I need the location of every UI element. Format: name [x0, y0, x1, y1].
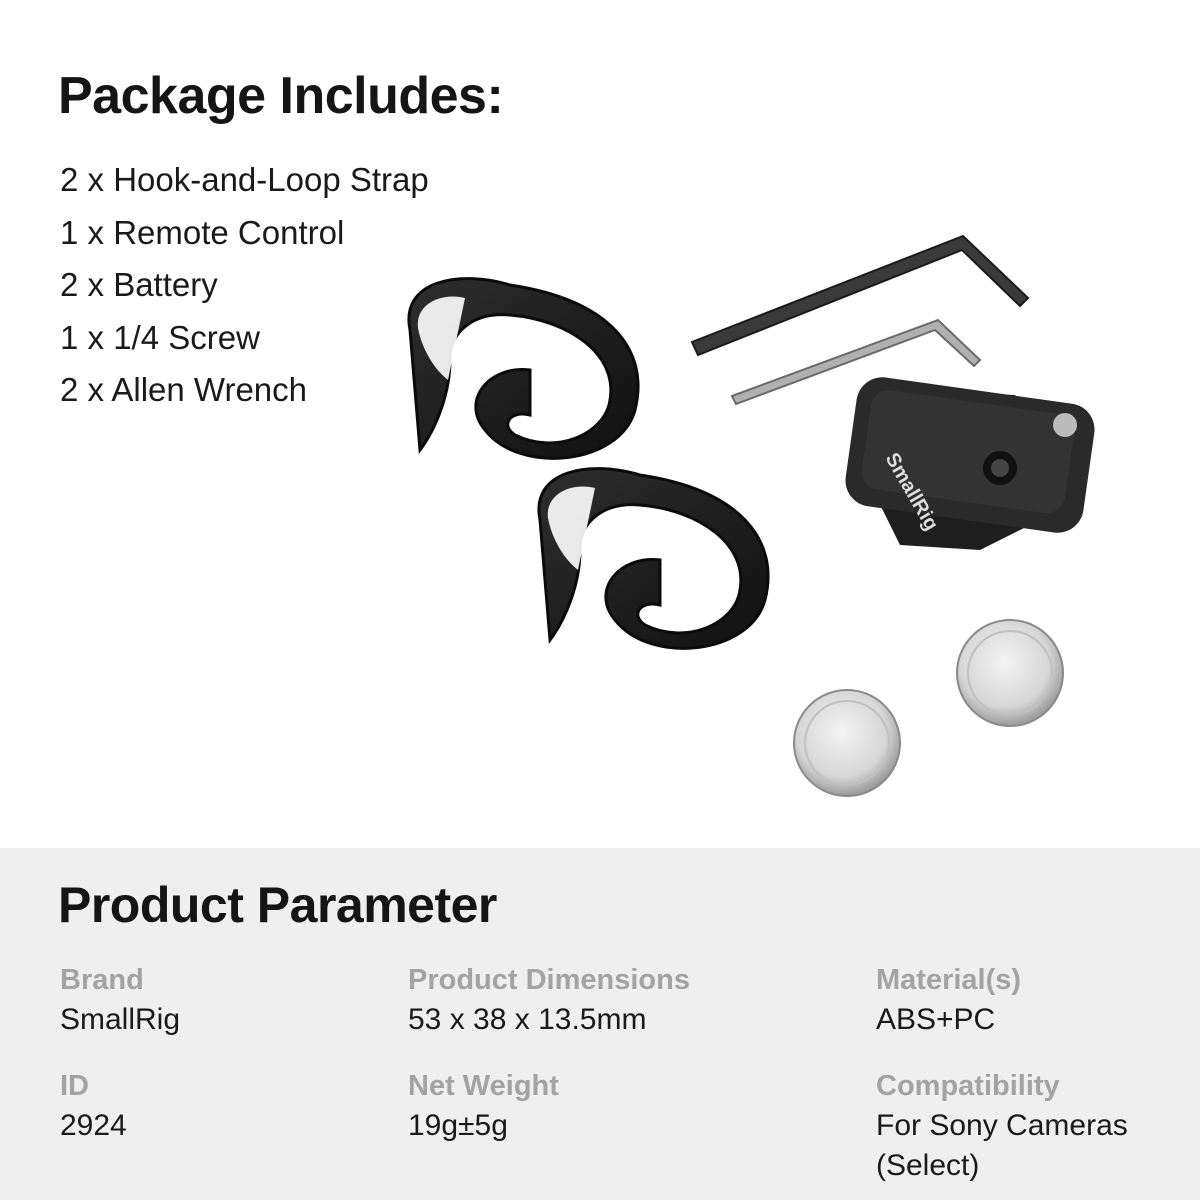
- allen-wrench-illustration: [692, 236, 1028, 355]
- package-item: 1 x 1/4 Screw: [60, 318, 260, 356]
- package-item: 2 x Hook-and-Loop Strap: [60, 161, 429, 198]
- package-item: 2 x Allen Wrench: [60, 371, 308, 408]
- param-label: Material(s): [876, 964, 1022, 996]
- param-value: 2924: [60, 1109, 127, 1142]
- param-compatibility: [876, 1066, 1128, 1186]
- package-title: Package Includes:: [58, 67, 504, 125]
- param-label: Brand: [60, 964, 144, 996]
- strap-illustration: [409, 279, 638, 459]
- param-id: [60, 1066, 127, 1146]
- param-value: For Sony Cameras (Select): [876, 1109, 1128, 1182]
- param-dimensions: [408, 960, 690, 1040]
- product-illustration: [380, 220, 1200, 840]
- param-label: ID: [60, 1070, 89, 1102]
- param-value: 53 x 38 x 13.5mm: [408, 1003, 647, 1036]
- battery-illustration: [794, 690, 900, 796]
- parameter-title: Product Parameter: [58, 877, 497, 933]
- parameter-section: [0, 848, 1200, 1200]
- param-value: 19g±5g: [408, 1109, 508, 1142]
- param-value: ABS+PC: [876, 1003, 996, 1036]
- package-item: 1 x Remote Control: [60, 213, 345, 251]
- param-material: [876, 960, 1021, 1040]
- param-value: SmallRig: [60, 1003, 181, 1036]
- package-item: 2 x Battery: [60, 266, 218, 303]
- remote-control-illustration: [842, 374, 1098, 550]
- package-items-list: [60, 154, 429, 417]
- brand-logo: SmallRig: [880, 449, 943, 535]
- param-label: Product Dimensions: [408, 964, 690, 996]
- param-label: Compatibility: [876, 1070, 1060, 1102]
- param-weight: [408, 1066, 559, 1146]
- battery-illustration: [957, 620, 1063, 726]
- param-label: Net Weight: [408, 1070, 559, 1102]
- strap-illustration: [539, 469, 768, 649]
- param-brand: [60, 960, 180, 1040]
